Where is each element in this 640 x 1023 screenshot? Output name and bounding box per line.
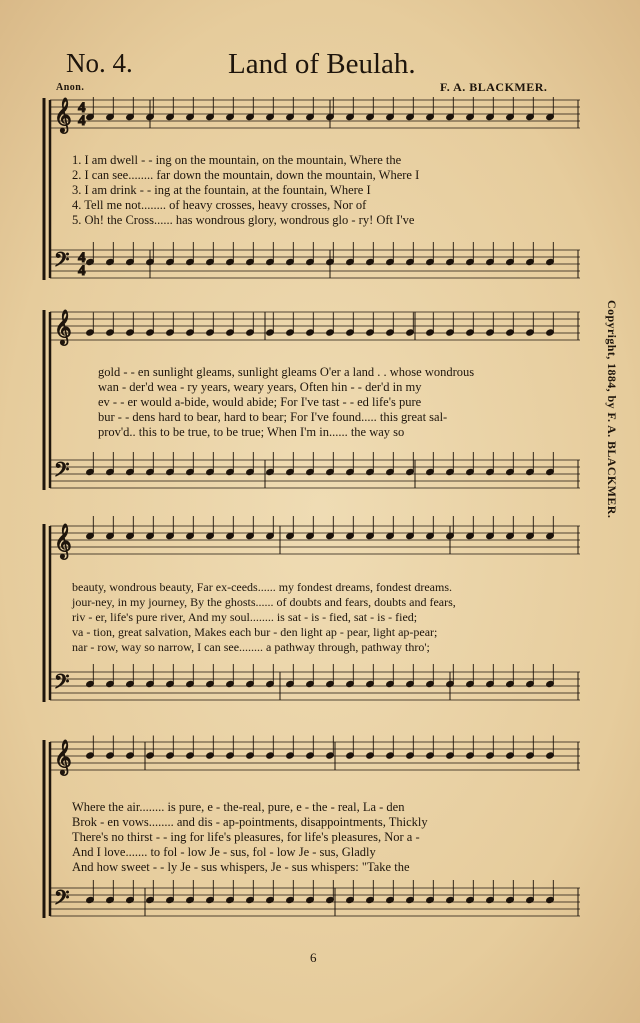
svg-text:4: 4	[78, 100, 86, 116]
lyric-line: 2. I can see........ far down the mountain, down the mountain, Where I	[72, 168, 420, 182]
lyrics-system-2	[98, 365, 588, 440]
svg-text:𝄢: 𝄢	[54, 886, 70, 914]
lyric-line: Where the air........ is pure, e - the-real, pure, e - the - real, La - den	[72, 800, 405, 814]
lyric-line: 3. I am drink - - ing at the fountain, at the fountain, Where I	[72, 183, 371, 197]
svg-text:𝄞: 𝄞	[54, 524, 72, 559]
svg-text:4: 4	[78, 250, 86, 266]
lyric-line: Brok - en vows........ and dis - ap-pointments, disappointments, Thickly	[72, 815, 428, 829]
lyric-line: 5. Oh! the Cross...... has wondrous glory, wondrous glo - ry! Oft I've	[72, 213, 415, 227]
composer-credit: F. A. BLACKMER.	[440, 80, 548, 94]
lyric-line: And I love....... to fol - low Je - sus, fol - low Je - sus, Gladly	[72, 845, 376, 859]
lyric-line: And how sweet - - ly Je - sus whispers, Je - sus whispers: "Take the	[72, 860, 410, 874]
lyrics-system-3	[72, 580, 587, 655]
lyric-line: beauty, wondrous beauty, Far ex-ceeds...... my fondest dreams, fondest dreams.	[72, 580, 453, 594]
lyric-line: bur - - dens hard to bear, hard to bear; For I've found..... this great sal-	[98, 410, 448, 424]
page-number: 6	[310, 950, 317, 965]
lyric-line: 1. I am dwell - - ing on the mountain, on the mountain, Where the	[72, 153, 402, 167]
lyric-line: nar - row, way so narrow, I can see........ a pathway through, pathway thro';	[72, 640, 430, 654]
lyric-line: There's no thirst - - ing for life's pleasures, for life's pleasures, Nor a -	[72, 830, 420, 844]
lyric-line: riv - er, life's pure river, And my soul........ is sat - is - fied, sat - is - fied;	[72, 610, 418, 624]
svg-text:𝄞: 𝄞	[54, 740, 72, 775]
svg-text:𝄢: 𝄢	[54, 458, 70, 486]
lyric-line: wan - der'd wea - ry years, weary years, Often hin - - der'd in my	[98, 380, 422, 394]
svg-text:4: 4	[78, 113, 86, 129]
hymn-number: No. 4.	[66, 48, 133, 78]
lyrics-system-1	[72, 153, 584, 228]
svg-text:𝄞: 𝄞	[54, 98, 72, 133]
lyricist-credit: Anon.	[56, 82, 85, 93]
svg-text:𝄢: 𝄢	[54, 248, 70, 276]
lyrics-system-4	[72, 800, 587, 875]
svg-text:𝄞: 𝄞	[54, 310, 72, 345]
lyric-line: jour-ney, in my journey, By the ghosts...... of doubts and fears, doubts and fears,	[72, 595, 456, 609]
hymn-title: Land of Beulah.	[228, 48, 416, 80]
lyric-line: gold - - en sunlight gleams, sunlight gleams O'er a land . . whose wondrous	[98, 365, 475, 379]
copyright-notice: Copyright, 1884, by F. A. BLACKMER.	[605, 300, 619, 519]
lyric-line: prov'd.. this to be true, to be true; When I'm in...... the way so	[98, 425, 405, 439]
svg-text:𝄢: 𝄢	[54, 670, 70, 698]
lyric-line: va - tion, great salvation, Makes each bur - den light ap - pear, light ap-pear;	[72, 625, 438, 639]
lyric-line: 4. Tell me not........ of heavy crosses, heavy crosses, Nor of	[72, 198, 367, 212]
svg-text:4: 4	[78, 263, 86, 279]
lyric-line: ev - - er would a-bide, would abide; For I've tast - - ed life's pure	[98, 395, 422, 409]
